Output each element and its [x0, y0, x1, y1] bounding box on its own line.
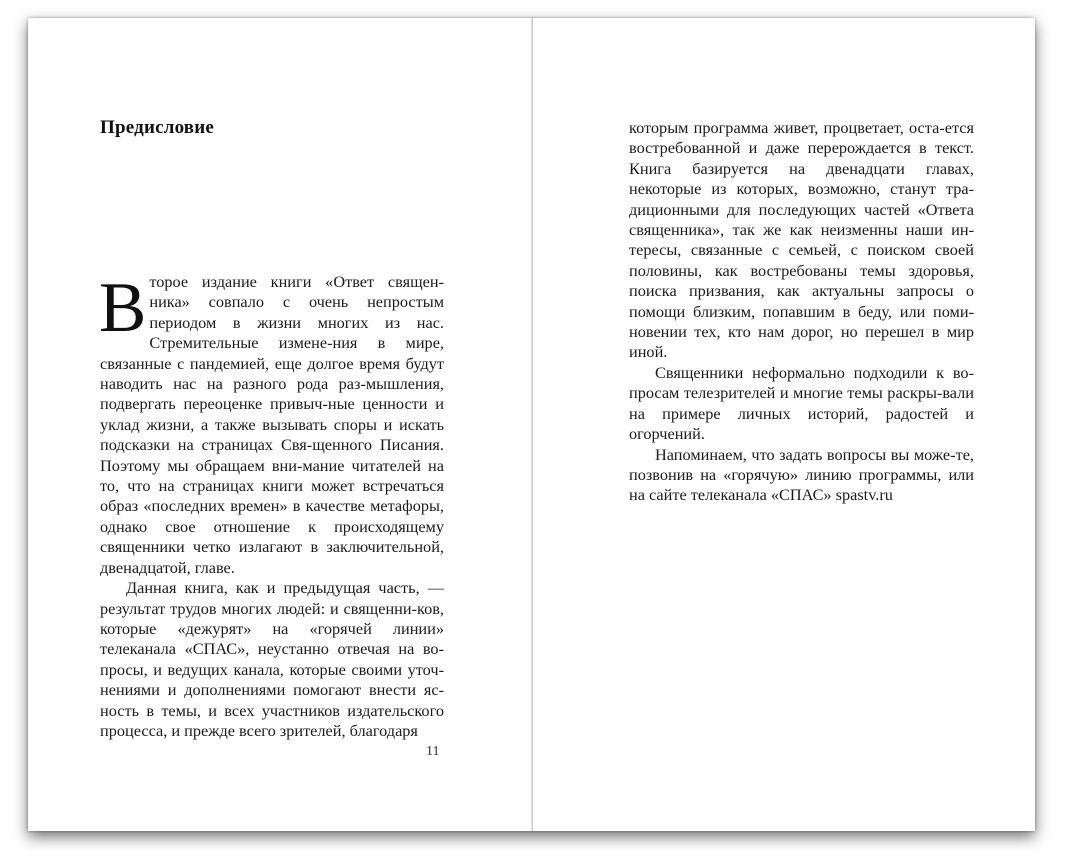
right-paragraph-2: Священники неформально подходили к во-просам телезрителей и многие темы раскры-вали на примере личных историй, радостей и огорчений.: [629, 362, 974, 444]
left-page: [28, 18, 533, 831]
left-paragraph-1-line-2: ника» совпало с очень непростым периодом в: [149, 292, 444, 332]
right-paragraph-1: которым программа живет, процветает, оста-ется востребованной и даже перерождается в текст. Книга базируется на двенадцати главах, некоторые из которых, возможно, станут тра-диционными для последующих частей «Ответа священника», так же как неизменны наши ин-тересы, связанные с семьей, с поиском своей половины, как востребованы темы здоровья, поиска призвания, как актуальны запросы о помощи близким, попавшим в беду, или поми-новении тех, кто нам дорог, но перешел в мир иной.: [629, 118, 974, 362]
left-paragraph-1: [99, 269, 444, 578]
right-text-column: [629, 118, 974, 506]
chapter-heading: Предисловие: [100, 117, 215, 138]
left-paragraph-1-line-1: торое издание книги «Ответ священ-: [149, 272, 444, 291]
drop-cap: В: [99, 269, 147, 347]
book-spread: [28, 18, 1035, 831]
left-paragraph-1-rest: жизни многих из нас. Стремительные измене-ния в мире, связанные с пандемией, еще долгое время будут наводить нас на разного рода раз-мышления, подвергать переоценке привыч-ные ценности и уклад жизни, а также вызывать споры и искать подсказки на страницах Свя-щенного Писания. Поэтому мы обращаем вни-мание читателей на то, что на страницах книги может встречаться образ «последних времен» в качестве метафоры, однако свое отношение к происходящему священники четко излагают в заключительной, двенадцатой, главе.: [100, 312, 444, 577]
left-paragraph-2: Данная книга, как и предыдущая часть, — результат трудов многих людей: и священни-ков, которые «дежурят» на «горячей линии» телеканала «СПАС», неустанно отвечая на во-просы, и ведущих канала, которые своими уточ-нениями и дополнениями помогают внести яс-ность в темы, и всех участников издательского процесса, и прежде всего зрителей, благодаря: [100, 578, 444, 740]
left-text-column: [99, 269, 444, 741]
right-paragraph-3: Напоминаем, что задать вопросы вы може-те, позвонив на «горячую» линию программы, или на сайте телеканала «СПАС» spastv.ru: [629, 444, 974, 505]
page-number: 11: [426, 744, 440, 759]
right-page: [533, 18, 1035, 831]
